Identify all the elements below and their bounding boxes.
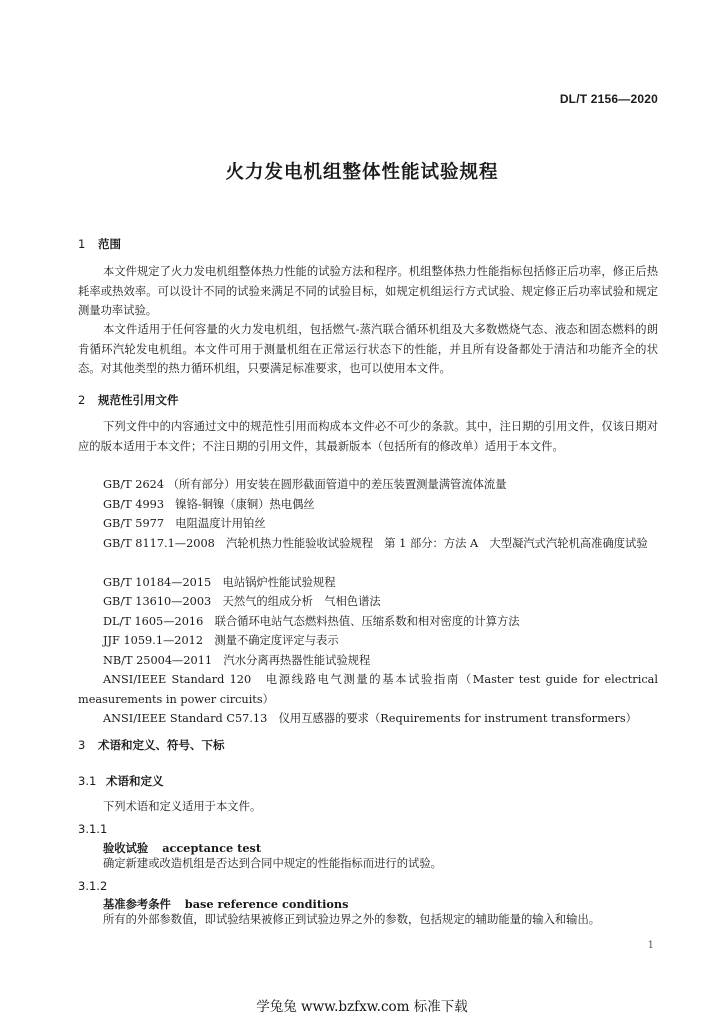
reference-item: ANSI/IEEE Standard 120 电源线路电气测量的基本试验指南（Master test guide for electrical measurements in power circuits）	[78, 673, 658, 706]
reference-item: GB/T 4993 镍铬-铜镍（康铜）热电偶丝	[103, 498, 315, 511]
standard-code: DL/T 2156—2020	[559, 92, 658, 106]
term-definition: 确定新建或改造机组是否达到合同中规定的性能指标而进行的试验。	[103, 857, 442, 870]
reference-item: DL/T 1605—2016 联合循环电站气态燃料热值、压缩系数和相对密度的计算方法	[103, 615, 520, 628]
section-number: 3	[78, 738, 86, 752]
reference-item: JJF 1059.1—2012 测量不确定度评定与表示	[103, 634, 339, 647]
section-2-intro: 下列文件中的内容通过文中的规范性引用而构成本文件必不可少的条款。其中，注日期的引用文件，仅该日期对应的版本适用于本文件；不注日期的引用文件，其最新版本（包括所有的修改单）适用于本文件。	[78, 420, 658, 453]
document-title: 火力发电机组整体性能试验规程	[225, 162, 499, 183]
section-number: 2	[78, 393, 86, 407]
reference-item: NB/T 25004—2011 汽水分离再热器性能试验规程	[103, 654, 371, 667]
subsection-title: 术语和定义	[106, 774, 164, 788]
section-2-heading	[78, 392, 179, 408]
term-definition: 所有的外部参数值，即试验结果被修正到试验边界之外的参数，包括规定的辅助能量的输入和输出。	[103, 913, 601, 926]
subsection-3-1-heading	[78, 773, 164, 789]
footer-watermark: 学兔兔 www.bzfxw.com 标准下载	[256, 999, 468, 1015]
term-chinese: 验收试验	[103, 841, 149, 855]
section-number: 1	[78, 237, 86, 251]
term-number: 3.1.1	[78, 822, 108, 836]
reference-item: GB/T 2624 （所有部分）用安装在圆形截面管道中的差压装置测量满管流体流量	[103, 478, 507, 491]
reference-item: GB/T 13610—2003 天然气的组成分析 气相色谱法	[103, 595, 381, 608]
section-title: 规范性引用文件	[98, 393, 179, 407]
subsection-number: 3.1	[78, 774, 97, 788]
section-3-heading	[78, 737, 225, 753]
page-number: 1	[647, 940, 654, 951]
subsection-3-1-intro: 下列术语和定义适用于本文件。	[103, 800, 262, 813]
reference-item: GB/T 5977 电阻温度计用铂丝	[103, 517, 266, 530]
term-number: 3.1.2	[78, 879, 108, 893]
reference-item: ANSI/IEEE Standard C57.13 仪用互感器的要求（Requirements for instrument transformers）	[103, 712, 637, 725]
term-english: acceptance test	[162, 841, 262, 855]
section-1-heading	[78, 236, 121, 252]
section-1-paragraph-1: 本文件规定了火力发电机组整体热力性能的试验方法和程序。机组整体热力性能指标包括修正后功率，修正后热耗率或热效率。可以设计不同的试验来满足不同的试验目标，如规定机组运行方式试验、规定修正后功率试验和规定测量功率试验。	[78, 265, 658, 318]
reference-item: GB/T 8117.1—2008 汽轮机热力性能验收试验规程 第 1 部分：方法 A 大型凝汽式汽轮机高准确度试验	[103, 537, 648, 550]
section-1-paragraph-2: 本文件适用于任何容量的火力发电机组，包括燃气-蒸汽联合循环机组及大多数燃烧气态、液态和固态燃料的朗肯循环汽轮发电机组。本文件可用于测量机组在正常运行状态下的性能，并且所有设备都处于清洁和功能齐全的状态。对其他类型的热力循环机组，只要满足标准要求，也可以使用本文件。	[78, 323, 658, 376]
section-title: 术语和定义、符号、下标	[98, 738, 225, 752]
term-english: base reference conditions	[184, 897, 349, 911]
section-title: 范围	[98, 237, 121, 251]
reference-item: GB/T 10184—2015 电站锅炉性能试验规程	[103, 576, 336, 589]
term-chinese: 基准参考条件	[103, 897, 171, 911]
